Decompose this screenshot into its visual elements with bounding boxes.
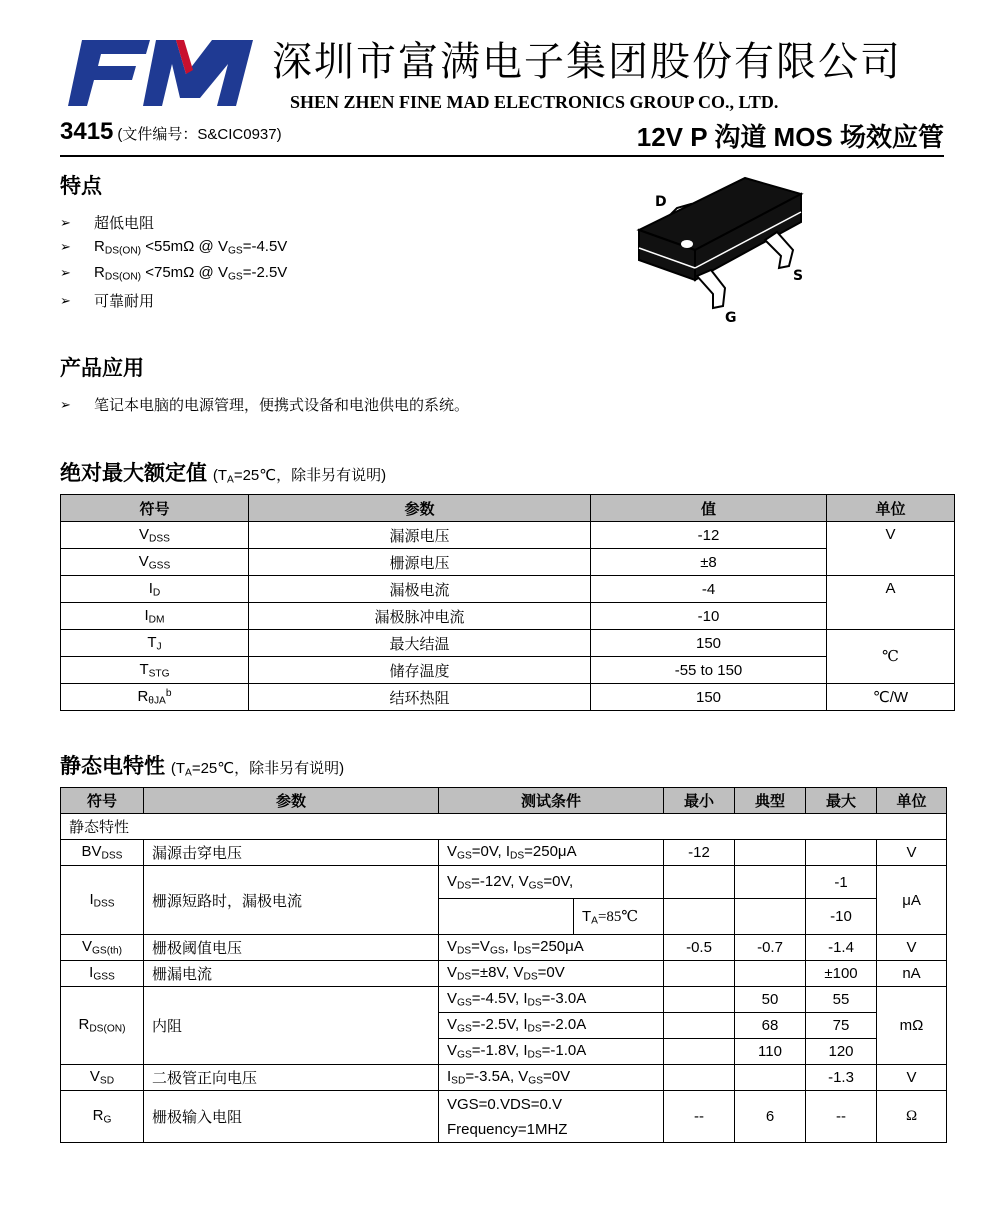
feature-item: ➢ $R_{DS(ON)} <55m\Omega$ @ $V_{GS}=-4.5V$	[60, 238, 288, 257]
table-row: $V_{SD}$ 二极管正向电压 $I_{SD}=-3.5A$, $V_{GS}=0V$ -1.3 V	[61, 1065, 947, 1091]
pin-label-g: G	[725, 310, 737, 326]
table-row: $I_{DM}$ 漏极脉冲电流 -10	[61, 603, 955, 630]
table-header-row: 符号 参数 测试条件 最小 典型 最大 单位	[61, 788, 947, 814]
table-row: $I_{GSS}$ 栅漏电流 $V_{DS}=\pm 8V$, $V_{DS}=0V$ ±100 nA	[61, 961, 947, 987]
table-row: $I_{DSS}$ 栅源短路时，漏极电流 $V_{DS}=-12V$, $V_{GS}=0V$, -1 μA	[61, 866, 947, 899]
sot23-package-image	[625, 170, 825, 330]
pin-label-d: D	[655, 194, 667, 210]
features-title: 特点	[60, 175, 102, 198]
table-row: $V_{GSS}$ 栅源电压 ±8	[61, 549, 955, 576]
table-row: $R_{DS(ON)}$ 内阻 $V_{GS}=-4.5V$, $I_{DS}=-3.0A$ 50 55 mΩ	[61, 987, 947, 1013]
table-row: $V_{DSS}$ 漏源电压 -12 V	[61, 522, 955, 549]
table-row: $BV_{DSS}$ 漏源击穿电压 $V_{GS}=0V$, $I_{DS}=250\mu A$ -12 V	[61, 840, 947, 866]
document-number: (文件编号：S&CIC0937)	[117, 126, 282, 143]
arrow-bullet-icon: ➢	[60, 214, 71, 230]
table-row: $V_{GS(th)}$ 栅极阈值电压 $V_{DS}=V_{GS}$, $I_{DS}=250\mu A$ -0.5 -0.7 -1.4 V	[61, 935, 947, 961]
arrow-bullet-icon: ➢	[60, 292, 71, 308]
table-row: $I_D$ 漏极电流 -4 A	[61, 576, 955, 603]
table-group-row: 静态特性	[61, 814, 947, 840]
table-row: $V_{GS}=-1.8V$, $I_{DS}=-1.0A$ 110 120	[61, 1039, 947, 1065]
abs-max-title: 绝对最大额定值 ($T_A=25℃$，除非另有说明)	[60, 462, 387, 486]
arrow-bullet-icon: ➢	[60, 396, 71, 412]
feature-item: ➢ 超低电阻	[60, 214, 155, 232]
part-header	[60, 118, 282, 146]
company-name-cn: 深圳市富满电子集团股份有限公司	[272, 39, 902, 85]
table-row: $T_{STG}$ 储存温度 -55 to 150	[61, 657, 955, 684]
abs-max-table	[60, 494, 955, 711]
company-logo	[68, 40, 253, 106]
table-row: $R_{\theta JA}^b$ 结环热阻 150 ℃/W	[61, 684, 955, 711]
product-title: 12V P 沟道 MOS 场效应管	[636, 122, 944, 152]
arrow-bullet-icon: ➢	[60, 265, 71, 281]
feature-item: ➢ 可靠耐用	[60, 292, 155, 310]
table-row: $T_A=85℃$ -10	[61, 899, 947, 935]
company-name-en: SHEN ZHEN FINE MAD ELECTRONICS GROUP CO., LTD.	[290, 92, 779, 112]
table-row: $T_J$ 最大结温 150 ℃	[61, 630, 955, 657]
header-divider	[60, 155, 944, 157]
table-header-row: 符号 参数 值 单位	[61, 495, 955, 522]
table-row: $V_{GS}=-2.5V$, $I_{DS}=-2.0A$ 68 75	[61, 1013, 947, 1039]
static-characteristics-table	[60, 787, 947, 1143]
arrow-bullet-icon: ➢	[60, 239, 71, 255]
feature-item: ➢ $R_{DS(ON)} <75m\Omega$ @ $V_{GS}=-2.5V$	[60, 264, 288, 283]
application-item: ➢ 笔记本电脑的电源管理，便携式设备和电池供电的系统。	[60, 396, 470, 414]
applications-title: 产品应用	[60, 357, 144, 380]
pin-label-s: S	[793, 268, 804, 284]
static-title: 静态电特性 ($T_A=25℃$，除非另有说明)	[60, 755, 345, 779]
part-number: 3415	[60, 118, 114, 145]
table-row: $R_G$ 栅极输入电阻 VGS=0.VDS=0.V Frequency=1MHZ -- 6 -- Ω	[61, 1091, 947, 1143]
